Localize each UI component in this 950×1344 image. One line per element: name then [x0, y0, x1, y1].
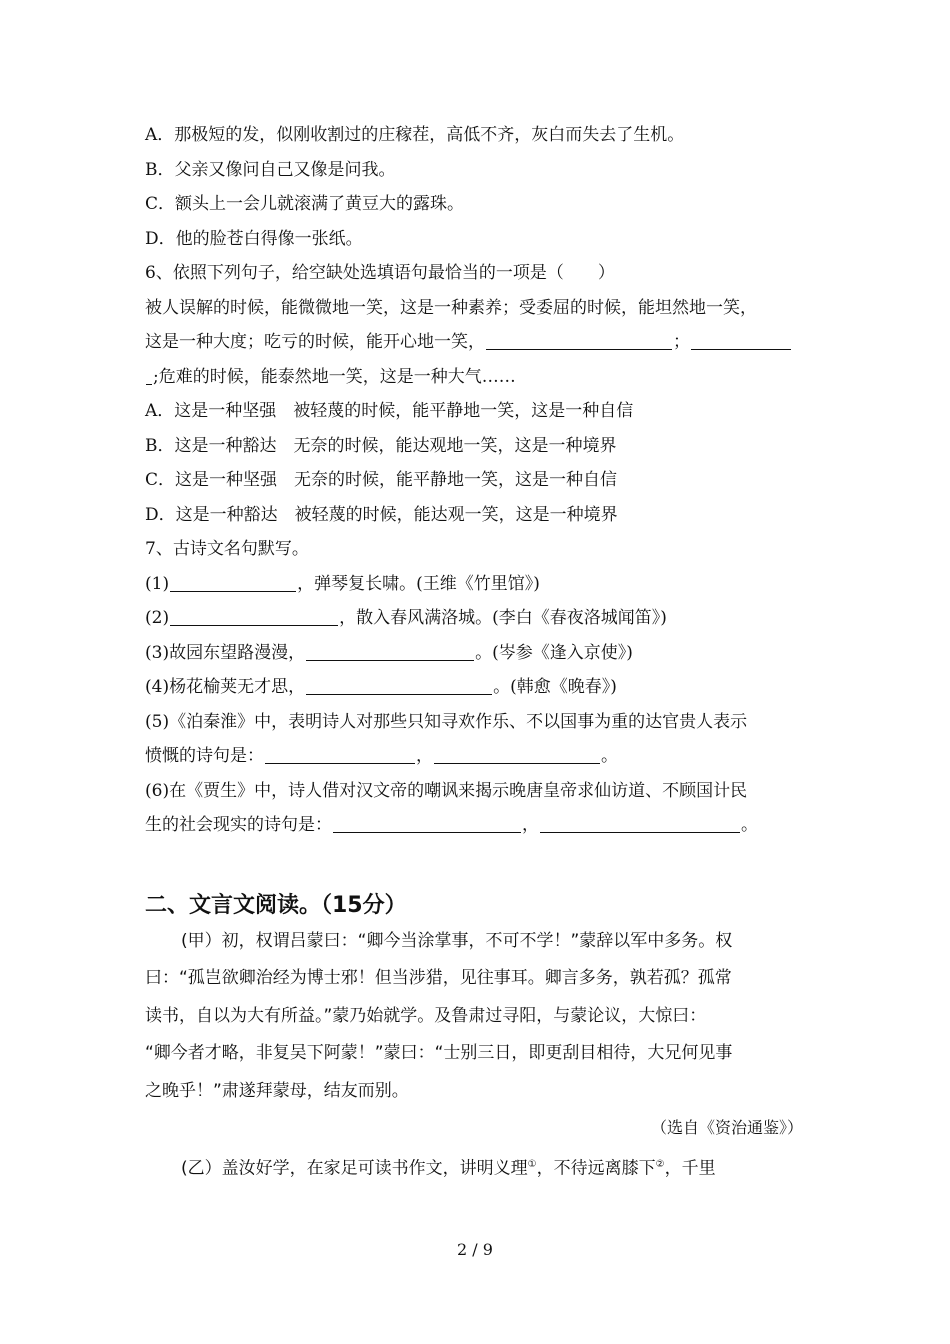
q6-option-d: D．这是一种豁达 被轻蔑的时候，能达观一笑，这是一种境界: [145, 504, 618, 525]
q7-item-3-blank[interactable]: [306, 659, 474, 661]
passage-jia-line-4: “卿今者才略，非复吴下阿蒙！”蒙曰：“士别三日，即更刮目相待，大兄何见事: [145, 1043, 733, 1063]
passage-yi-line-1: (乙）盖汝好学，在家足可读书作文，讲明义理①，不待远离膝下②，千里: [181, 1158, 716, 1179]
q7-item-1-blank[interactable]: [170, 590, 296, 592]
q7-item-5-line-1: (5)《泊秦淮》中，表明诗人对那些只知寻欢作乐、不以国事为重的达官贵人表示: [145, 711, 748, 732]
q7-item-2-blank[interactable]: [170, 624, 338, 626]
q5-option-b: B．父亲又像问自己又像是问我。: [145, 159, 396, 180]
passage-jia-line-2: 曰：“孤岂欲卿治经为博士邪！但当涉猎，见往事耳。卿言多务，孰若孤？孤常: [145, 968, 732, 988]
q6-option-c: C．这是一种坚强 无奈的时候，能平静地一笑，这是一种自信: [145, 470, 618, 490]
passage-jia-line-1: (甲）初，权谓吕蒙曰：“卿今当涂掌事，不可不学！”蒙辞以军中多务。权: [181, 930, 733, 951]
q7-item-5-blank-1[interactable]: [265, 762, 415, 764]
q7-item-2: (2) ，散入春风满洛城。(李白《春夜洛城闻笛》): [145, 608, 667, 628]
q6-passage-line-2: 这是一种大度；吃亏的时候，能开心地一笑， ；: [145, 325, 815, 360]
q6-blank-2[interactable]: [691, 348, 791, 350]
q6-option-b: B．这是一种豁达 无奈的时候，能达观地一笑，这是一种境界: [145, 435, 617, 456]
q7-item-5-line-2: 愤慨的诗句是： ， 。: [145, 746, 618, 766]
q7-item-6-line-2: 生的社会现实的诗句是： ， 。: [145, 815, 758, 835]
q6-blank-1[interactable]: [486, 348, 672, 350]
q6-passage-line-1: 被人误解的时候，能微微地一笑，这是一种素养；受委屈的时候，能坦然地一笑，: [145, 297, 757, 318]
q7-item-3: (3)故园东望路漫漫， 。(岑参《逢入京使》): [145, 642, 633, 663]
q5-option-a: A．那极短的发，似刚收割过的庄稼茬，高低不齐，灰白而失去了生机。: [145, 125, 685, 145]
page-number: 2 / 9: [457, 1240, 493, 1259]
q6-option-a: A．这是一种坚强 被轻蔑的时候，能平静地一笑，这是一种自信: [145, 401, 634, 421]
passage-jia-source: （选自《资治通鉴》）: [650, 1118, 803, 1137]
q5-option-c: C．额头上一会儿就滚满了黄豆大的露珠。: [145, 194, 465, 214]
q6-passage-line-3: ;危难的时候，能泰然地一笑，这是一种大气……: [145, 360, 815, 395]
section-2-heading: 二、文言文阅读。（15分）: [145, 892, 407, 918]
q7-item-6-blank-1[interactable]: [333, 831, 521, 833]
q7-item-5-blank-2[interactable]: [434, 762, 600, 764]
q6-blank-2-end: [146, 383, 152, 385]
q7-item-1: (1) ，弹琴复长啸。(王维《竹里馆》): [145, 573, 540, 594]
footnote-mark-2: ②: [655, 1159, 665, 1170]
passage-jia-line-3: 读书，自以为大有所益。”蒙乃始就学。及鲁肃过寻阳，与蒙论议，大惊曰：: [145, 1005, 707, 1026]
document-page: [145, 118, 815, 1188]
q7-stem: 7、古诗文名句默写。: [145, 539, 309, 559]
q7-item-6-blank-2[interactable]: [540, 831, 740, 833]
q7-item-4: (4)杨花榆荚无才思， 。(韩愈《晚春》): [145, 677, 617, 697]
q6-stem: 6、依照下列句子，给空缺处选填语句最恰当的一项是（ ）: [145, 263, 615, 283]
q5-option-d: D．他的脸苍白得像一张纸。: [145, 228, 363, 249]
footnote-mark-1: ①: [527, 1159, 537, 1170]
q7-item-4-blank[interactable]: [306, 693, 492, 695]
passage-jia-line-5: 之晚乎！”肃遂拜蒙母，结友而别。: [145, 1080, 409, 1101]
q7-item-6-line-1: (6)在《贾生》中，诗人借对汉文帝的嘲讽来揭示晚唐皇帝求仙访道、不顾国计民: [145, 780, 748, 801]
